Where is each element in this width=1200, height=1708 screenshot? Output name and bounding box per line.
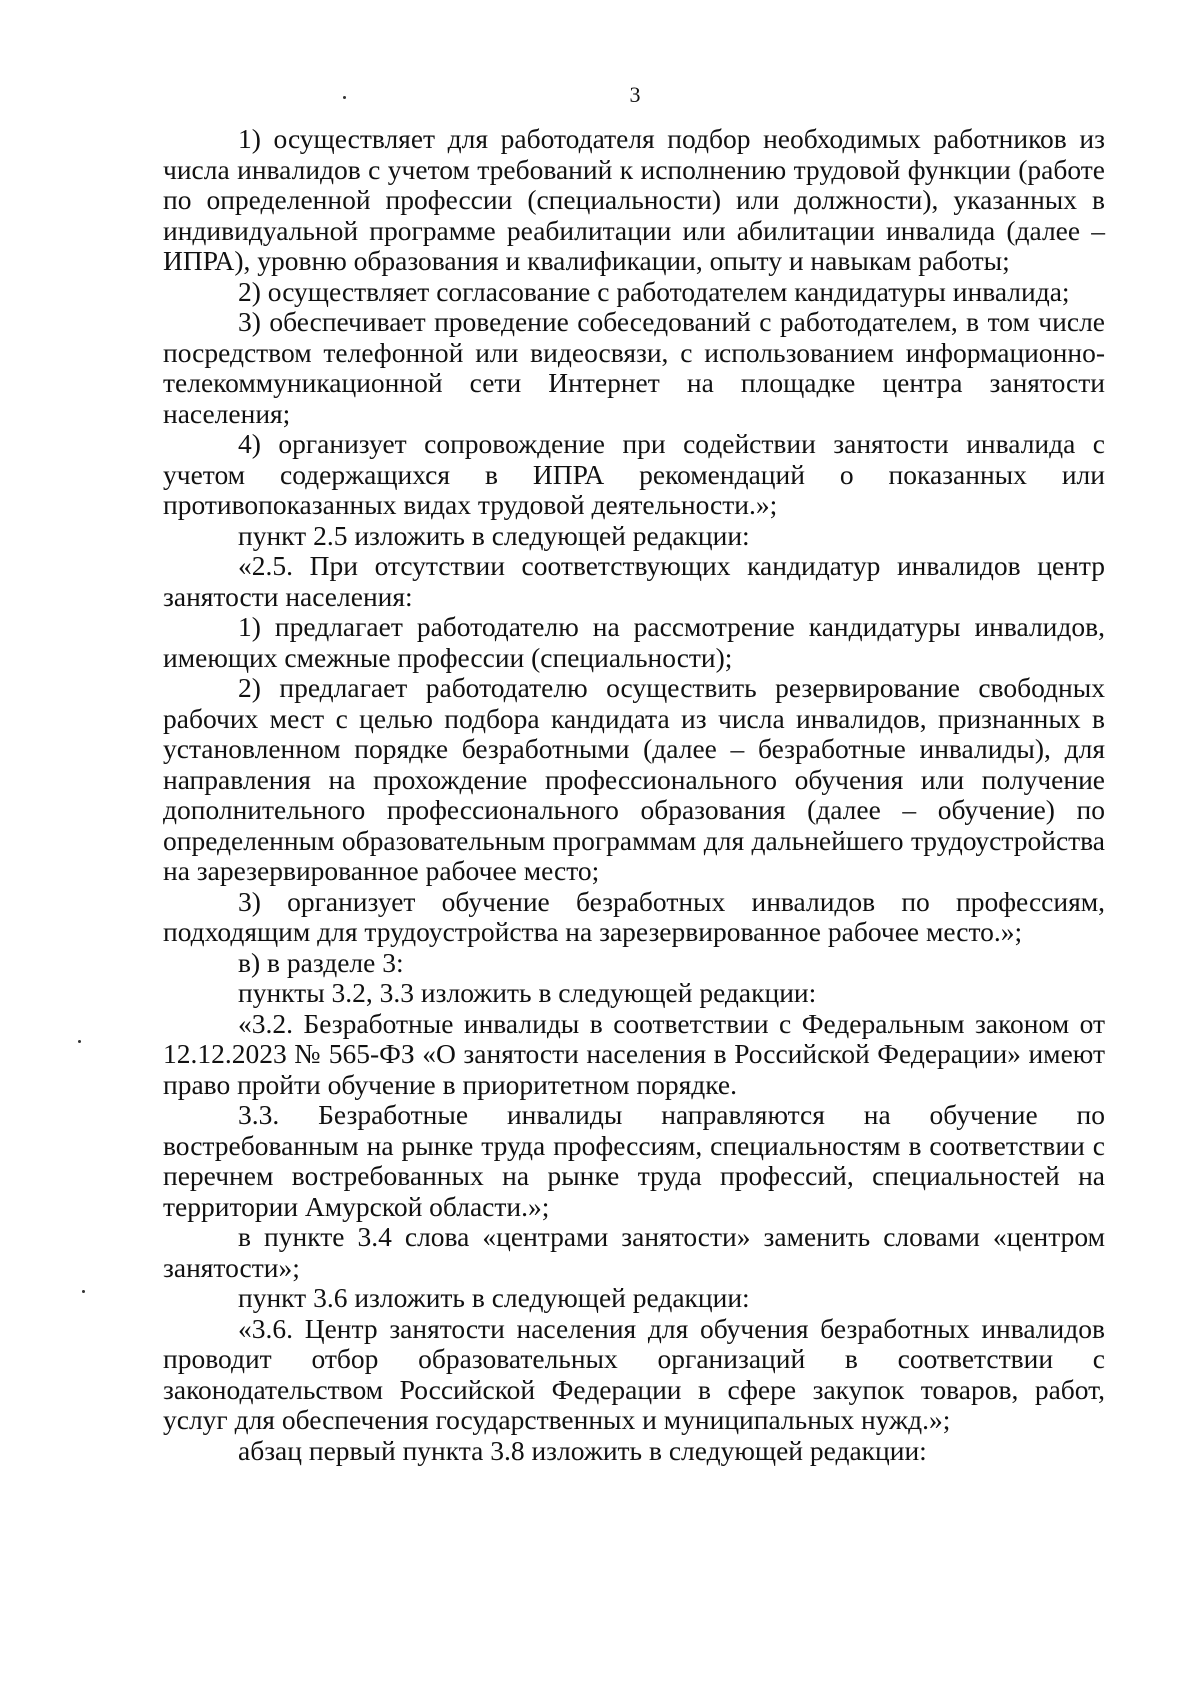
paragraph: в) в разделе 3: bbox=[238, 946, 404, 978]
paragraph: 4) организует сопровождение при содействии занятости инвалида с учетом содержащихся в ИПРА рекомендаций о показанных или противопоказанных видах трудовой деятельности.»; bbox=[163, 428, 1105, 520]
paragraph: 2) осуществляет согласование с работодателем кандидатуры инвалида; bbox=[238, 275, 1070, 307]
paragraph: абзац первый пункта 3.8 изложить в следующей редакции: bbox=[238, 1434, 927, 1466]
paragraph: пункты 3.2, 3.3 изложить в следующей редакции: bbox=[238, 977, 817, 1008]
paragraph: 1) осуществляет для работодателя подбор необходимых работников из числа инвалидов с учетом требований к исполнению трудовой функции (работе по определенной профессии (специальности) или должности), указанных в индивидуальной программе реабилитации или абилитации инвалида (далее – ИПРА), уровню образования и квалификации, опыту и навыкам работы; bbox=[163, 123, 1105, 276]
paragraph: «2.5. При отсутствии соответствующих кандидатур инвалидов центр занятости населения: bbox=[163, 550, 1105, 612]
scan-speck bbox=[82, 1290, 85, 1293]
paragraph: в пункте 3.4 слова «центрами занятости» заменить словами «центром занятости»; bbox=[163, 1221, 1105, 1283]
document-body bbox=[163, 124, 1105, 1466]
page-number: 3 bbox=[629, 82, 641, 107]
paragraph: пункт 3.6 изложить в следующей редакции: bbox=[238, 1282, 750, 1313]
scan-speck bbox=[343, 96, 346, 99]
paragraph: пункт 2.5 изложить в следующей редакции: bbox=[238, 519, 750, 551]
paragraph: 3) обеспечивает проведение собеседований с работодателем, в том числе посредством телефонной или видеосвязи, с использованием информационно-телекоммуникационной сети Интернет на площадке центра занятости населения; bbox=[163, 306, 1105, 429]
scan-speck bbox=[78, 1040, 81, 1043]
paragraph: 3.3. Безработные инвалиды направляются на обучение по востребованным на рынке труда профессиям, специальностям в соответствии с перечнем востребованных на рынке труда профессий, специальностей на территории Амурской области.»; bbox=[163, 1099, 1105, 1222]
paragraph: 1) предлагает работодателю на рассмотрение кандидатуры инвалидов, имеющих смежные профессии (специальности); bbox=[163, 611, 1105, 673]
paragraph: 3) организует обучение безработных инвалидов по профессиям, подходящим для трудоустройства на зарезервированное рабочее место.»; bbox=[163, 885, 1105, 947]
paragraph: «3.6. Центр занятости населения для обучения безработных инвалидов проводит отбор образовательных организаций в соответствии с законодательством Российской Федерации в сфере закупок товаров, работ, услуг для обеспечения государственных и муниципальных нужд.»; bbox=[163, 1312, 1105, 1435]
paragraph: 2) предлагает работодателю осуществить резервирование свободных рабочих мест с целью подбора кандидата из числа инвалидов, признанных в установленном порядке безработными (далее – безработные инвалиды), для направления на прохождение профессионального обучения или получение дополнительного профессионального образования (далее – обучение) по определенным образовательным программам для дальнейшего трудоустройства на зарезервированное рабочее место; bbox=[163, 672, 1105, 886]
paragraph: «3.2. Безработные инвалиды в соответствии с Федеральным законом от 12.12.2023 № 565-ФЗ «О занятости населения в Российской Федерации» имеют право пройти обучение в приоритетном порядке. bbox=[163, 1007, 1105, 1100]
